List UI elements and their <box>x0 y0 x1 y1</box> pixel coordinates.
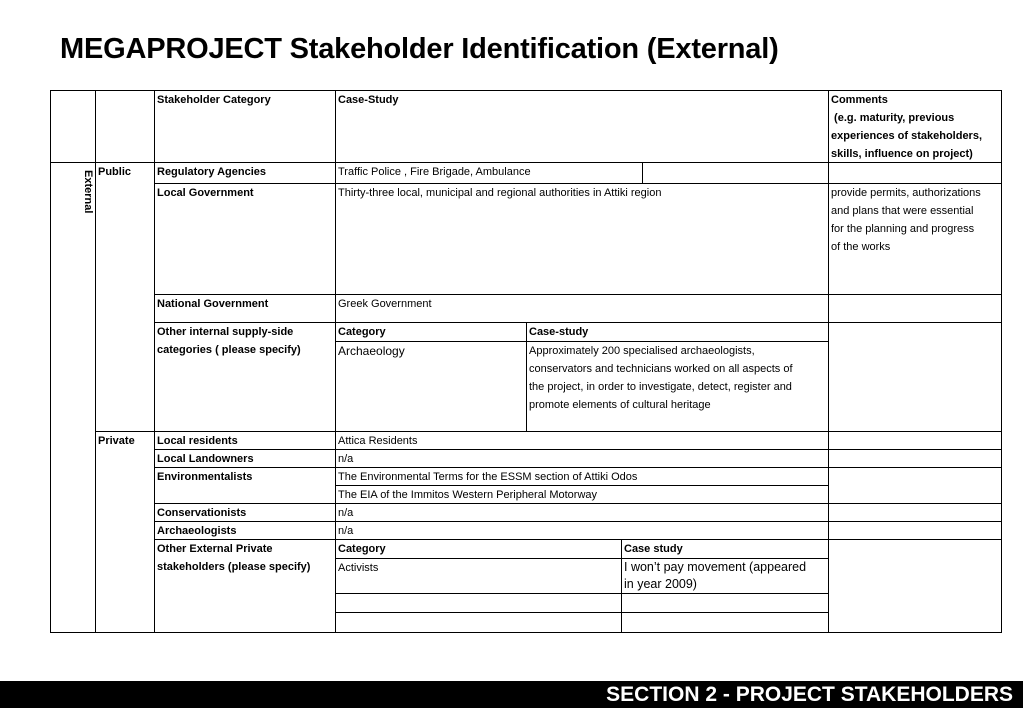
row-environmentalists-case: The EIA of the Immitos Western Peripheral Motorway <box>338 489 598 501</box>
header-stakeholder-category: Stakeholder Category <box>157 94 271 106</box>
row-other-external-category: Other External Private <box>157 543 273 555</box>
sub-category-header: Category <box>338 543 386 555</box>
sub-case-value: promote elements of cultural heritage <box>529 399 711 411</box>
table-line <box>335 90 336 633</box>
row-local-gov-comment: and plans that were essential <box>831 205 974 217</box>
row-archaeologists-case: n/a <box>338 525 354 537</box>
row-regulatory-case: Traffic Police , Fire Brigade, Ambulance <box>338 166 531 178</box>
row-regulatory-category: Regulatory Agencies <box>157 166 267 178</box>
header-comments-line: (e.g. maturity, previous <box>831 112 955 124</box>
table-line <box>621 539 622 633</box>
row-conservationists-category: Conservationists <box>157 507 247 519</box>
table-line <box>335 593 828 594</box>
sub-category-header: Category <box>338 326 386 338</box>
external-side-label: External <box>82 170 94 214</box>
sub-case-value: Approximately 200 specialised archaeologists, <box>529 345 755 357</box>
row-other-internal-category: categories ( please specify) <box>157 344 301 356</box>
sub-case-value: in year 2009) <box>624 577 697 591</box>
table-line <box>154 90 155 633</box>
row-local-gov-category: Local Government <box>157 187 254 199</box>
sub-case-study-header: Case study <box>624 543 683 555</box>
row-local-landowners-category: Local Landowners <box>157 453 254 465</box>
sub-category-value: Activists <box>338 562 379 574</box>
table-line <box>526 322 527 432</box>
table-line <box>1001 90 1002 633</box>
row-local-gov-case: Thirty-three local, municipal and regional authorities in Attiki region <box>338 187 662 199</box>
group-public: Public <box>98 166 132 178</box>
sub-category-value: Archaeology <box>338 344 405 358</box>
row-national-gov-category: National Government <box>157 298 269 310</box>
row-other-internal-category: Other internal supply-side <box>157 326 294 338</box>
table-line <box>154 521 1002 522</box>
sub-case-value: I won’t pay movement (appeared <box>624 560 807 574</box>
sub-case-value: the project, in order to investigate, detect, register and <box>529 381 792 393</box>
row-local-gov-comment: for the planning and progress <box>831 223 975 235</box>
row-environmentalists-category: Environmentalists <box>157 471 253 483</box>
row-local-landowners-case: n/a <box>338 453 354 465</box>
sub-case-study-header: Case-study <box>529 326 589 338</box>
footer-section-label: SECTION 2 - PROJECT STAKEHOLDERS <box>606 683 1013 706</box>
header-case-study: Case-Study <box>338 94 399 106</box>
table-line <box>154 294 1002 295</box>
row-archaeologists-category: Archaeologists <box>157 525 237 537</box>
table-line <box>154 449 1002 450</box>
row-environmentalists-case: The Environmental Terms for the ESSM section of Attiki Odos <box>338 471 638 483</box>
table-line <box>50 632 1002 633</box>
group-private: Private <box>98 435 135 447</box>
sub-case-value: conservators and technicians worked on all aspects of <box>529 363 793 375</box>
footer-bar <box>0 681 1023 708</box>
row-conservationists-case: n/a <box>338 507 354 519</box>
table-line <box>828 90 829 633</box>
page-title: MEGAPROJECT Stakeholder Identification (External) <box>60 33 779 65</box>
table-line <box>335 612 828 613</box>
row-local-residents-case: Attica Residents <box>338 435 418 447</box>
row-local-residents-category: Local residents <box>157 435 238 447</box>
row-other-external-category: stakeholders (please specify) <box>157 561 311 573</box>
table-line <box>50 90 51 633</box>
row-local-gov-comment: of the works <box>831 241 891 253</box>
header-comments: Comments <box>831 94 888 106</box>
table-line <box>154 539 1002 540</box>
table-line <box>642 162 643 184</box>
header-comments-line: experiences of stakeholders, <box>831 130 983 142</box>
row-national-gov-case: Greek Government <box>338 298 432 310</box>
table-line <box>95 90 96 633</box>
row-local-gov-comment: provide permits, authorizations <box>831 187 981 199</box>
header-comments-line: skills, influence on project) <box>831 148 973 160</box>
